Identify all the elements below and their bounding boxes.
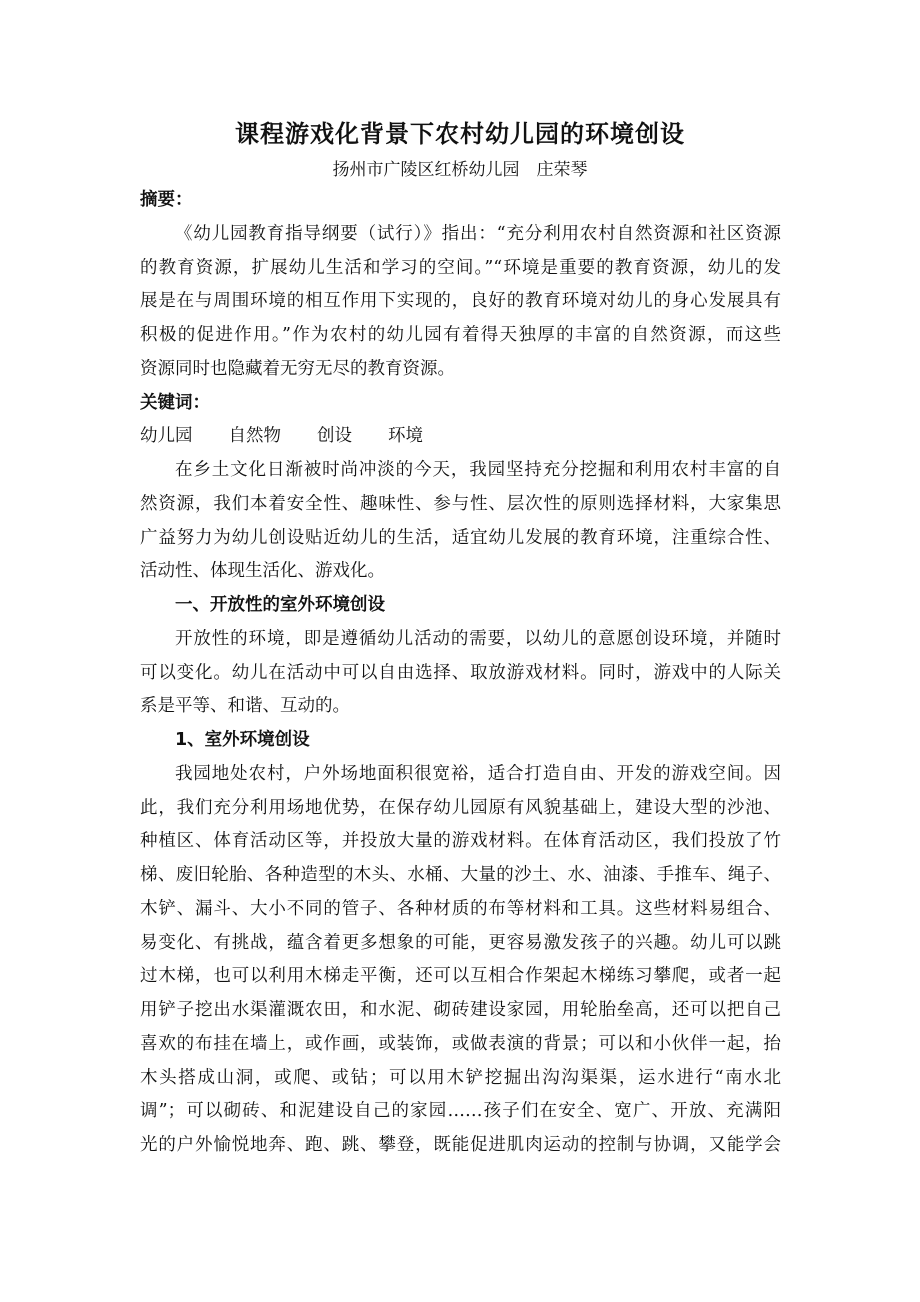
paragraph-line: 种植区、体育活动区等，并投放大量的游戏材料。在体育活动区，我们投放了竹 xyxy=(140,831,781,852)
paragraph-line: 我园地处农村，户外场地面积很宽裕，适合打造自由、开发的游戏空间。因 xyxy=(175,763,781,784)
paragraph-line: 广益努力为幼儿创设贴近幼儿的生活，适宜幼儿发展的教育环境，注重综合性、 xyxy=(140,527,781,548)
paragraph-line: 木头搭成山洞，或爬、或钻；可以用木铲挖掘出沟沟渠渠，运水进行“南水北 xyxy=(140,1067,781,1088)
paragraph-line: 在乡土文化日渐被时尚冲淡的今天，我园坚持充分挖掘和利用农村丰富的自 xyxy=(175,460,781,480)
paragraph-line: 然资源，我们本着安全性、趣味性、参与性、层次性的原则选择材料，大家集思 xyxy=(140,493,781,514)
keyword: 创设 xyxy=(317,426,352,447)
paragraph-line: 展是在与周围环境的相互作用下实现的，良好的教育环境对幼儿的身心发展具有 xyxy=(140,291,781,312)
keyword: 环境 xyxy=(388,426,423,447)
section-heading: 1、室外环境创设 xyxy=(175,730,310,750)
paragraph-line: 光的户外愉悦地奔、跑、跳、攀登，既能促进肌肉运动的控制与协调，又能学会 xyxy=(140,1135,781,1155)
paragraph-line: 用铲子挖出水渠灌溉农田，和水泥、砌砖建设家园，用轮胎垒高，还可以把自己 xyxy=(140,1000,781,1020)
paragraph-line: 喜欢的布挂在墙上，或作画，或装饰，或做表演的背景；可以和小伙伴一起，抬 xyxy=(140,1033,781,1054)
paragraph-line: 调”；可以砌砖、和泥建设自己的家园……孩子们在安全、宽广、开放、充满阳 xyxy=(140,1101,781,1122)
paragraph-line: 的教育资源，扩展幼儿生活和学习的空间。”“环境是重要的教育资源，幼儿的发 xyxy=(140,257,781,278)
paragraph-line: 可以变化。幼儿在活动中可以自由选择、取放游戏材料。同时，游戏中的人际关 xyxy=(140,662,781,683)
paragraph-line: 易变化、有挑战，蕴含着更多想象的可能，更容易激发孩子的兴趣。幼儿可以跳 xyxy=(140,932,781,953)
paragraph-line: 开放性的环境，即是遵循幼儿活动的需要，以幼儿的意愿创设环境，并随时 xyxy=(175,628,781,649)
paragraph-line: 此，我们充分利用场地优势，在保存幼儿园原有风貌基础上，建设大型的沙池、 xyxy=(140,797,781,818)
document-title: 课程游戏化背景下农村幼儿园的环境创设 xyxy=(235,120,685,148)
paragraph-line: 木铲、漏斗、大小不同的管子、各种材质的布等材料和工具。这些材料易组合、 xyxy=(140,898,781,919)
keyword: 自然物 xyxy=(228,426,281,447)
paragraph-line: 系是平等、和谐、互动的。 xyxy=(140,696,350,717)
abstract-label: 摘要： xyxy=(140,190,193,210)
paragraph-line: 积极的促进作用。”作为农村的幼儿园有着得天独厚的丰富的自然资源，而这些 xyxy=(140,325,781,345)
paragraph-line: 梯、废旧轮胎、各种造型的木头、水桶、大量的沙土、水、油漆、手推车、绳子、 xyxy=(140,865,781,885)
keyword: 幼儿园 xyxy=(140,426,193,447)
keywords-list xyxy=(140,424,781,448)
keywords-label: 关键词： xyxy=(140,392,210,413)
paragraph-line: 活动性、体现生活化、游戏化。 xyxy=(140,561,385,582)
paragraph-line: 《幼儿园教育指导纲要（试行）》指出：“充分利用农村自然资源和社区资源 xyxy=(175,223,781,244)
section-heading: 一、开放性的室外环境创设 xyxy=(175,595,385,615)
author-line: 扬州市广陵区红桥幼儿园 庄荣琴 xyxy=(332,160,588,180)
paragraph-line: 过木梯，也可以利用木梯走平衡，还可以互相合作架起木梯练习攀爬，或者一起 xyxy=(140,966,781,987)
paragraph-line: 资源同时也隐藏着无穷无尽的教育资源。 xyxy=(140,358,455,379)
